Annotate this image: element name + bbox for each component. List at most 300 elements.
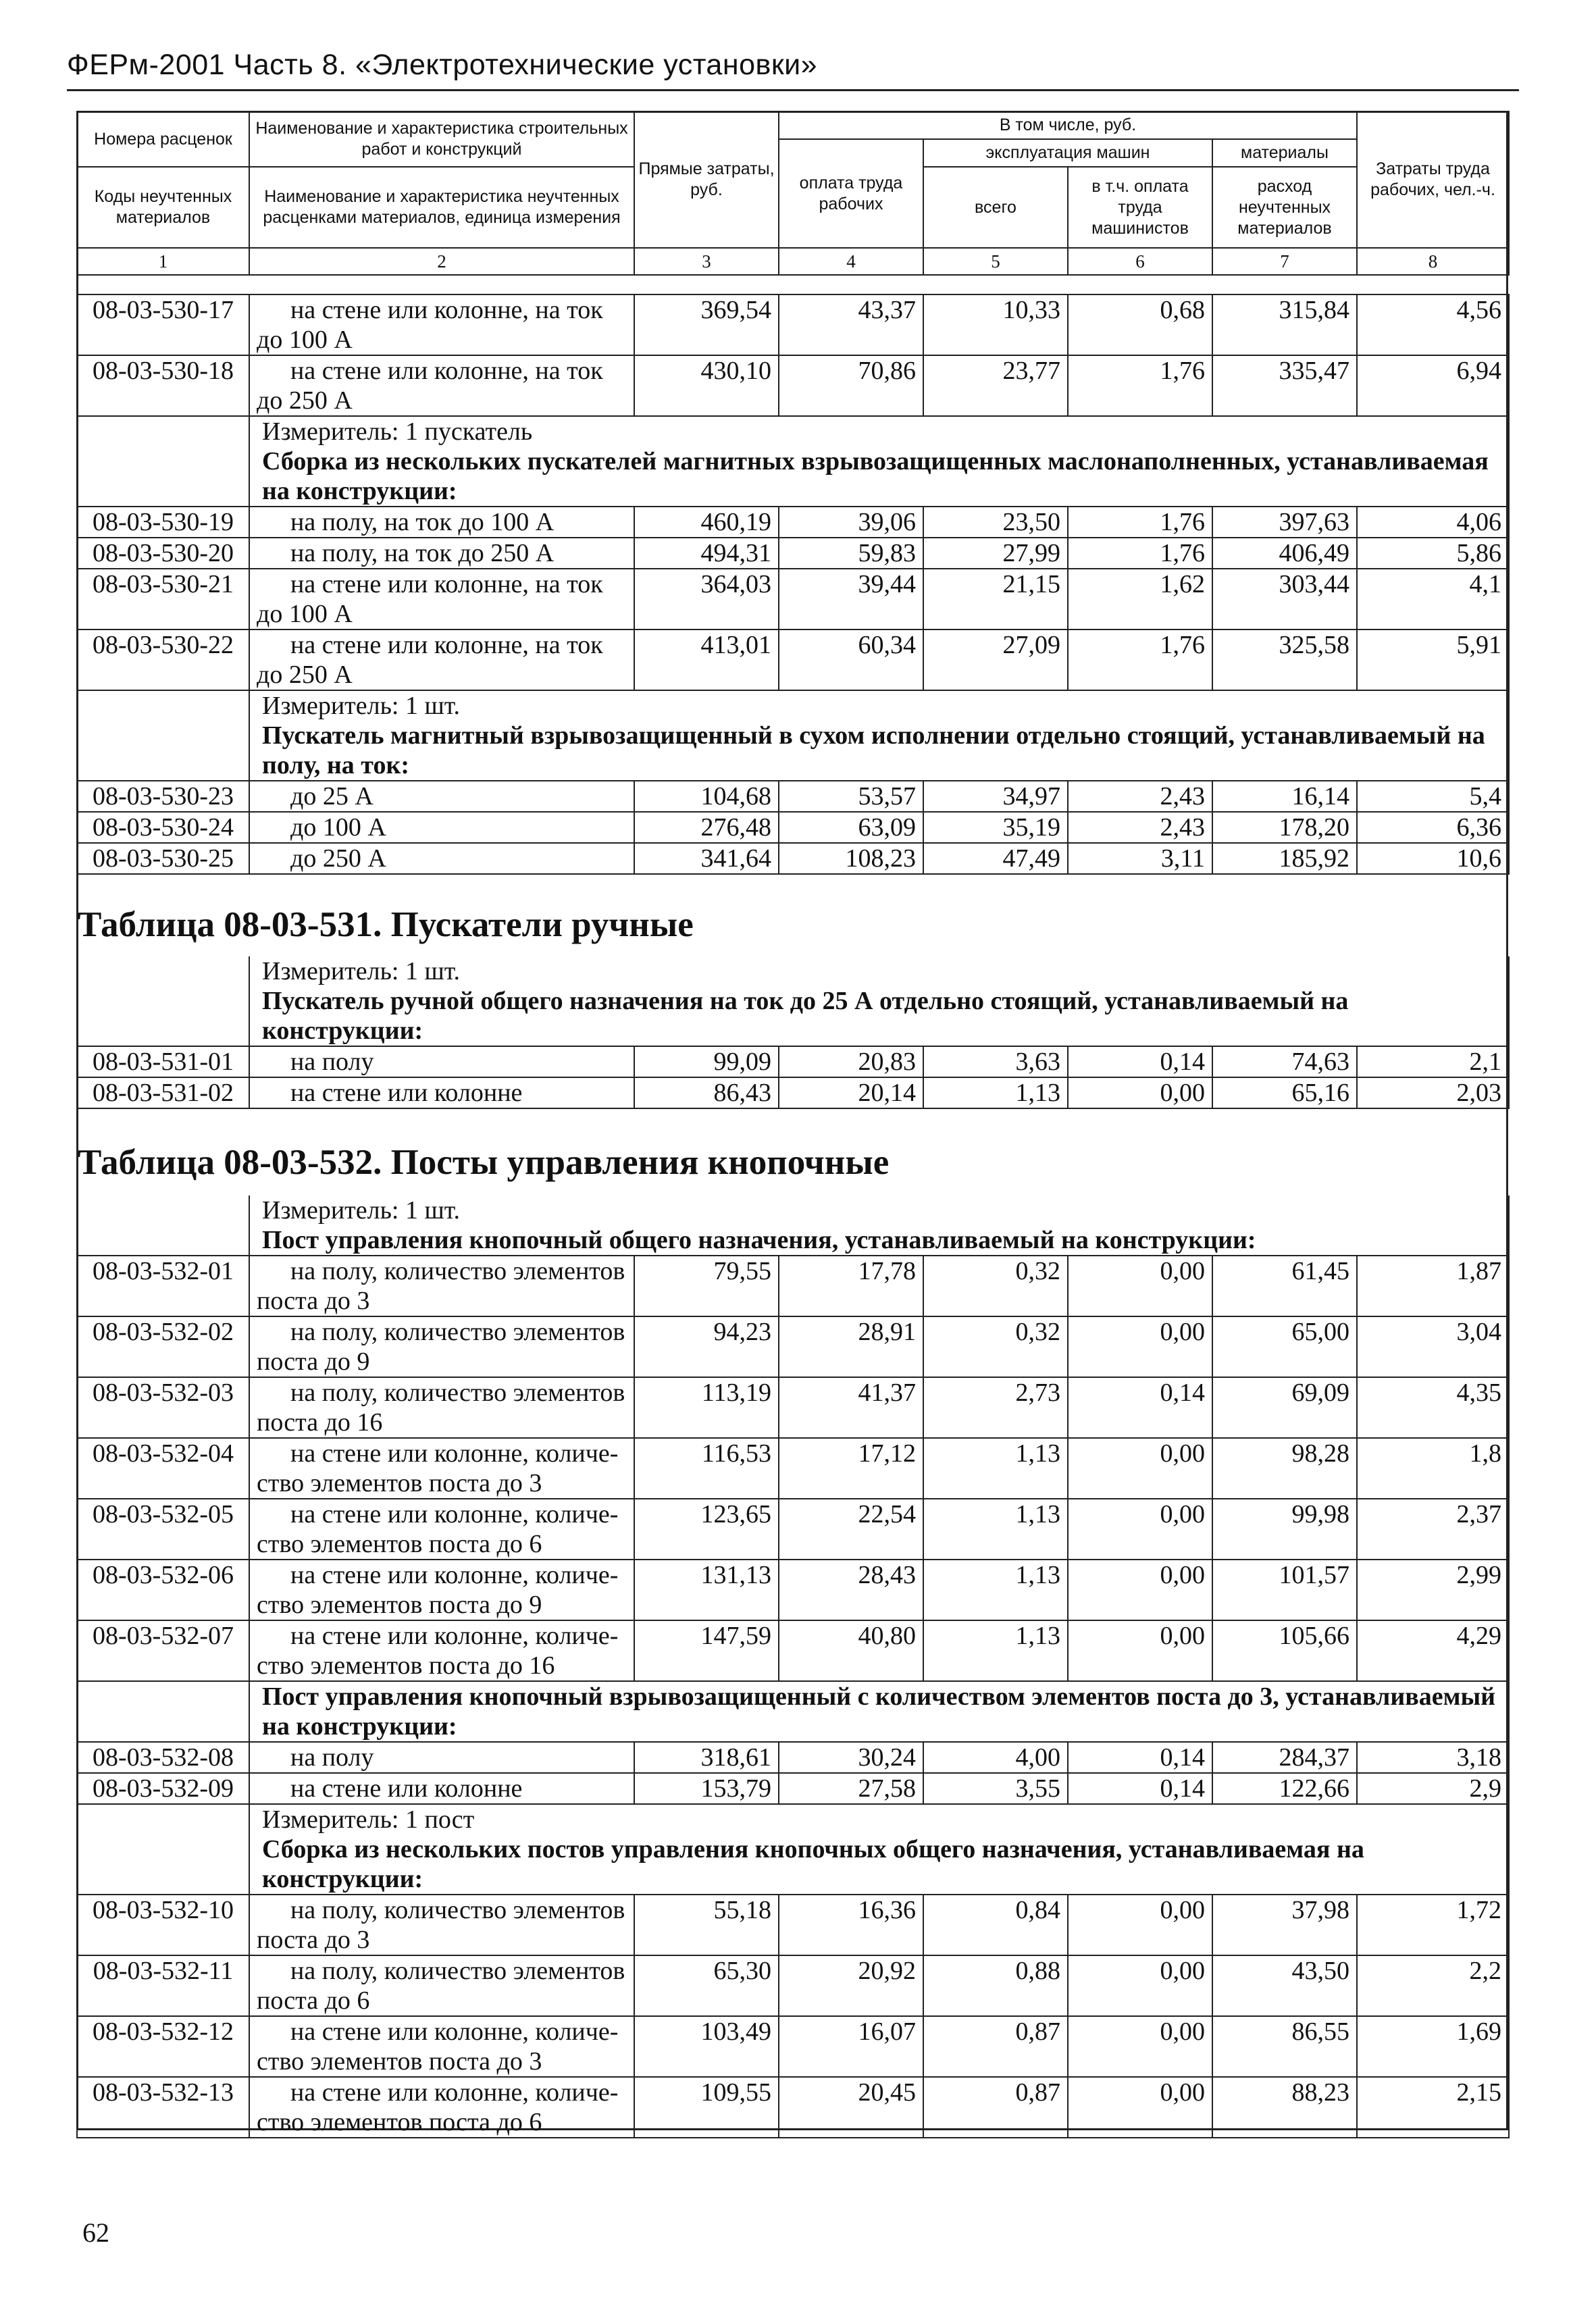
workers-pay-value: 30,24: [779, 1742, 923, 1773]
machines-total-value: 2,73: [923, 1377, 1068, 1438]
machinists-pay-value: 0,00: [1068, 1620, 1212, 1681]
rate-description: [249, 1316, 634, 1377]
machinists-pay-value: 0,68: [1068, 294, 1212, 355]
col-number: 7: [1212, 248, 1357, 275]
workers-pay-value: 39,44: [779, 569, 923, 629]
direct-costs-value: 123,65: [634, 1499, 779, 1560]
materials-consumption-value: 98,28: [1212, 1438, 1357, 1499]
description-line: ство элементов поста до 16: [257, 1651, 555, 1680]
materials-consumption-value: 74,63: [1212, 1046, 1357, 1077]
table-row: [77, 1895, 1509, 1955]
workers-pay-value: 17,78: [779, 1256, 923, 1316]
rate-description: [249, 2016, 634, 2077]
machinists-pay-value: 1,62: [1068, 569, 1212, 629]
table-row: [77, 1499, 1509, 1560]
description-line: до 100 А: [257, 600, 353, 628]
materials-consumption-value: 397,63: [1212, 507, 1357, 538]
machines-total-value: 23,77: [923, 355, 1068, 416]
description-line: до 25 А: [290, 782, 374, 811]
machinists-pay-value: 0,00: [1068, 1256, 1212, 1316]
rate-description: [249, 355, 634, 416]
table-531: [76, 956, 1510, 1109]
rate-code: 08-03-530-23: [77, 781, 249, 812]
table-row: [77, 1377, 1509, 1438]
rate-code: 08-03-530-21: [77, 569, 249, 629]
machines-total-value: 0,88: [923, 1955, 1068, 2016]
labor-costs-value: 5,91: [1357, 629, 1509, 690]
column-header-table: [76, 111, 1510, 276]
direct-costs-value: 104,68: [634, 781, 779, 812]
materials-consumption-value: 65,00: [1212, 1316, 1357, 1377]
machinists-pay-value: 1,76: [1068, 355, 1212, 416]
machines-total-value: 0,84: [923, 1895, 1068, 1955]
table-531-title: Таблица 08-03-531. Пускатели ручные: [78, 905, 694, 944]
group-label: Сборка из нескольких пускателей магнитных взрывозащищенных маслонаполненных, устанавливаемая на конструкции:: [249, 446, 1509, 507]
workers-pay-value: 108,23: [779, 843, 923, 874]
rate-code: 08-03-530-18: [77, 355, 249, 416]
materials-consumption-value: 69,09: [1212, 1377, 1357, 1438]
direct-costs-value: 413,01: [634, 629, 779, 690]
table-row: [77, 1046, 1509, 1077]
description-line: ство элементов поста до 9: [257, 1591, 542, 1619]
table-row: [77, 1077, 1509, 1108]
rate-code: 08-03-531-01: [77, 1046, 249, 1077]
rate-code: 08-03-532-13: [77, 2077, 249, 2138]
labor-costs-value: 4,56: [1357, 294, 1509, 355]
rate-code: 08-03-530-19: [77, 507, 249, 538]
description-line: на стене или колонне: [290, 1079, 523, 1107]
group-label: Пост управления кнопочный общего назначения, устанавливаемый на конструкции:: [249, 1225, 1509, 1256]
workers-pay-value: 17,12: [779, 1438, 923, 1499]
rate-description: [249, 1077, 634, 1108]
header-work-name: Наименование и характеристика строительных работ и конструкций: [249, 111, 634, 167]
labor-costs-value: 10,6: [1357, 843, 1509, 874]
machinists-pay-value: 0,14: [1068, 1773, 1212, 1804]
workers-pay-value: 41,37: [779, 1377, 923, 1438]
rate-description: [249, 1742, 634, 1773]
description-line: на полу, количество элементов: [290, 1896, 625, 1924]
machines-total-value: 27,09: [923, 629, 1068, 690]
header-material-names: Наименование и характеристика неучтенных расценками материалов, единица измерения: [249, 167, 634, 248]
machinists-pay-value: 0,00: [1068, 1438, 1212, 1499]
rate-code: 08-03-530-24: [77, 812, 249, 843]
rate-code: 08-03-532-03: [77, 1377, 249, 1438]
labor-costs-value: 2,03: [1357, 1077, 1509, 1108]
col-number: 5: [923, 248, 1068, 275]
labor-costs-value: 4,1: [1357, 569, 1509, 629]
header-machinists-pay: в т.ч. оплата труда машинистов: [1068, 167, 1212, 248]
description-line: на стене или колонне, на ток: [290, 357, 603, 385]
measure-label: Измеритель: 1 пост: [249, 1804, 1509, 1834]
description-line: на полу: [290, 1048, 374, 1076]
header-machines-total: всего: [923, 167, 1068, 248]
workers-pay-value: 60,34: [779, 629, 923, 690]
materials-consumption-value: 335,47: [1212, 355, 1357, 416]
materials-consumption-value: 61,45: [1212, 1256, 1357, 1316]
machinists-pay-value: 0,00: [1068, 1499, 1212, 1560]
workers-pay-value: 39,06: [779, 507, 923, 538]
machinists-pay-value: 0,00: [1068, 1316, 1212, 1377]
col-number: 6: [1068, 248, 1212, 275]
table-row: [77, 507, 1509, 538]
header-including: В том числе, руб.: [779, 111, 1357, 139]
machines-total-value: 0,32: [923, 1316, 1068, 1377]
measure-label: Измеритель: 1 пускатель: [249, 416, 1509, 446]
direct-costs-value: 65,30: [634, 1955, 779, 2016]
rate-code: 08-03-532-12: [77, 2016, 249, 2077]
direct-costs-value: 109,55: [634, 2077, 779, 2138]
machinists-pay-value: 0,00: [1068, 1955, 1212, 2016]
machinists-pay-value: 0,00: [1068, 1077, 1212, 1108]
workers-pay-value: 28,43: [779, 1560, 923, 1620]
machines-total-value: 4,00: [923, 1742, 1068, 1773]
labor-costs-value: 3,04: [1357, 1316, 1509, 1377]
machines-total-value: 1,13: [923, 1620, 1068, 1681]
machines-total-value: 35,19: [923, 812, 1068, 843]
machinists-pay-value: 0,00: [1068, 2016, 1212, 2077]
rate-code: 08-03-530-20: [77, 538, 249, 569]
table-row: [77, 1438, 1509, 1499]
measure-row: [77, 1804, 1509, 1834]
col-number: 3: [634, 248, 779, 275]
labor-costs-value: 2,9: [1357, 1773, 1509, 1804]
machinists-pay-value: 1,76: [1068, 538, 1212, 569]
machinists-pay-value: 2,43: [1068, 812, 1212, 843]
machinists-pay-value: 0,00: [1068, 2077, 1212, 2138]
description-line: на полу, количество элементов: [290, 1318, 625, 1346]
rate-code: 08-03-530-22: [77, 629, 249, 690]
machines-total-value: 23,50: [923, 507, 1068, 538]
header-rate-numbers: Номера расценок: [77, 111, 249, 167]
measure-row: [77, 416, 1509, 446]
table-row: [77, 355, 1509, 416]
description-line: на стене или колонне, количе-: [290, 2078, 619, 2107]
rate-description: [249, 538, 634, 569]
labor-costs-value: 4,35: [1357, 1377, 1509, 1438]
rate-description: [249, 507, 634, 538]
machines-total-value: 34,97: [923, 781, 1068, 812]
machines-total-value: 0,87: [923, 2077, 1068, 2138]
workers-pay-value: 63,09: [779, 812, 923, 843]
description-line: на полу, на ток до 100 А: [290, 508, 555, 536]
measure-row: [77, 690, 1509, 721]
rate-code: 08-03-532-07: [77, 1620, 249, 1681]
description-line: на полу, количество элементов: [290, 1379, 625, 1407]
description-line: ство элементов поста до 3: [257, 2047, 542, 2076]
description-line: на стене или колонне, на ток: [290, 631, 603, 659]
description-line: на стене или колонне, количе-: [290, 1561, 619, 1589]
measure-label: Измеритель: 1 шт.: [249, 956, 1509, 986]
table-row: [77, 843, 1509, 874]
page-header: ФЕРм-2001 Часть 8. «Электротехнические установки»: [67, 41, 1519, 91]
table-532-title: Таблица 08-03-532. Посты управления кнопочные: [78, 1143, 890, 1182]
header-materials: материалы: [1212, 139, 1357, 167]
description-line: до 250 А: [257, 386, 353, 415]
labor-costs-value: 2,1: [1357, 1046, 1509, 1077]
materials-consumption-value: 406,49: [1212, 538, 1357, 569]
labor-costs-value: 2,15: [1357, 2077, 1509, 2138]
table-row: [77, 1316, 1509, 1377]
direct-costs-value: 103,49: [634, 2016, 779, 2077]
page-number: 62: [82, 2217, 109, 2248]
machines-total-value: 1,13: [923, 1077, 1068, 1108]
group-label: Пускатель ручной общего назначения на ток до 25 А отдельно стоящий, устанавливаемый на конструкции:: [249, 986, 1509, 1046]
materials-consumption-value: 315,84: [1212, 294, 1357, 355]
description-line: до 100 А: [257, 326, 353, 354]
workers-pay-value: 20,14: [779, 1077, 923, 1108]
description-line: ство элементов поста до 6: [257, 1530, 542, 1558]
machinists-pay-value: 3,11: [1068, 843, 1212, 874]
group-row: [77, 986, 1509, 1046]
measure-label: Измеритель: 1 шт.: [249, 690, 1509, 721]
description-line: поста до 9: [257, 1347, 370, 1376]
machines-total-value: 0,87: [923, 2016, 1068, 2077]
machines-total-value: 3,63: [923, 1046, 1068, 1077]
rate-description: [249, 1438, 634, 1499]
labor-costs-value: 4,06: [1357, 507, 1509, 538]
measure-row: [77, 1195, 1509, 1225]
materials-consumption-value: 303,44: [1212, 569, 1357, 629]
labor-costs-value: 4,29: [1357, 1620, 1509, 1681]
direct-costs-value: 341,64: [634, 843, 779, 874]
description-line: на стене или колонне, количе-: [290, 1439, 619, 1468]
col-number: 8: [1357, 248, 1509, 275]
direct-costs-value: 131,13: [634, 1560, 779, 1620]
table-row: [77, 812, 1509, 843]
workers-pay-value: 16,07: [779, 2016, 923, 2077]
direct-costs-value: 494,31: [634, 538, 779, 569]
materials-consumption-value: 178,20: [1212, 812, 1357, 843]
table-row: [77, 1742, 1509, 1773]
table-row: [77, 629, 1509, 690]
workers-pay-value: 59,83: [779, 538, 923, 569]
machines-total-value: 21,15: [923, 569, 1068, 629]
machines-total-value: 47,49: [923, 843, 1068, 874]
table-row: [77, 538, 1509, 569]
workers-pay-value: 40,80: [779, 1620, 923, 1681]
labor-costs-value: 3,18: [1357, 1742, 1509, 1773]
header-workers-pay: оплата труда рабочих: [779, 139, 923, 248]
machines-total-value: 3,55: [923, 1773, 1068, 1804]
description-line: на стене или колонне, количе-: [290, 2017, 619, 2046]
description-line: на полу, на ток до 250 А: [290, 539, 555, 567]
rate-description: [249, 569, 634, 629]
labor-costs-value: 1,72: [1357, 1895, 1509, 1955]
materials-consumption-value: 105,66: [1212, 1620, 1357, 1681]
machines-total-value: 1,13: [923, 1438, 1068, 1499]
rate-code: 08-03-532-11: [77, 1955, 249, 2016]
header-material-consumption: расход неучтенных материалов: [1212, 167, 1357, 248]
materials-consumption-value: 99,98: [1212, 1499, 1357, 1560]
materials-consumption-value: 86,55: [1212, 2016, 1357, 2077]
machines-total-value: 1,13: [923, 1560, 1068, 1620]
description-line: до 250 А: [290, 844, 386, 873]
machinists-pay-value: 0,00: [1068, 1560, 1212, 1620]
table-row: [77, 294, 1509, 355]
description-line: на стене или колонне, на ток: [290, 296, 603, 324]
workers-pay-value: 20,92: [779, 1955, 923, 2016]
direct-costs-value: 369,54: [634, 294, 779, 355]
materials-consumption-value: 101,57: [1212, 1560, 1357, 1620]
labor-costs-value: 1,87: [1357, 1256, 1509, 1316]
rate-code: 08-03-532-04: [77, 1438, 249, 1499]
group-label: Пускатель магнитный взрывозащищенный в сухом исполнении отдельно стоящий, устанавливаемый на полу, на ток:: [249, 721, 1509, 781]
machinists-pay-value: 0,14: [1068, 1377, 1212, 1438]
machinists-pay-value: 0,14: [1068, 1742, 1212, 1773]
measure-label: Измеритель: 1 шт.: [249, 1195, 1509, 1225]
direct-costs-value: 113,19: [634, 1377, 779, 1438]
direct-costs-value: 99,09: [634, 1046, 779, 1077]
rate-description: [249, 1377, 634, 1438]
description-line: поста до 16: [257, 1408, 383, 1437]
machinists-pay-value: 0,00: [1068, 1895, 1212, 1955]
table-row: [77, 781, 1509, 812]
materials-consumption-value: 284,37: [1212, 1742, 1357, 1773]
header-labor-costs: Затраты труда рабочих, чел.-ч.: [1357, 111, 1509, 248]
labor-costs-value: 2,37: [1357, 1499, 1509, 1560]
group-row: [77, 446, 1509, 507]
workers-pay-value: 22,54: [779, 1499, 923, 1560]
rate-description: [249, 812, 634, 843]
materials-consumption-value: 325,58: [1212, 629, 1357, 690]
rate-description: [249, 1560, 634, 1620]
direct-costs-value: 116,53: [634, 1438, 779, 1499]
materials-consumption-value: 16,14: [1212, 781, 1357, 812]
rate-code: 08-03-532-10: [77, 1895, 249, 1955]
description-line: на стене или колонне, количе-: [290, 1622, 619, 1650]
direct-costs-value: 86,43: [634, 1077, 779, 1108]
rate-description: [249, 1256, 634, 1316]
measure-row: [77, 956, 1509, 986]
description-line: ство элементов поста до 3: [257, 1469, 542, 1497]
materials-consumption-value: 43,50: [1212, 1955, 1357, 2016]
materials-consumption-value: 185,92: [1212, 843, 1357, 874]
description-line: до 250 А: [257, 661, 353, 689]
header-material-codes: Коды неучтенных материалов: [77, 167, 249, 248]
materials-consumption-value: 65,16: [1212, 1077, 1357, 1108]
labor-costs-value: 6,36: [1357, 812, 1509, 843]
materials-consumption-value: 122,66: [1212, 1773, 1357, 1804]
description-line: ство элементов поста до 6: [257, 2108, 542, 2136]
rate-code: 08-03-532-05: [77, 1499, 249, 1560]
materials-consumption-value: 88,23: [1212, 2077, 1357, 2138]
table-row: [77, 1773, 1509, 1804]
workers-pay-value: 28,91: [779, 1316, 923, 1377]
rate-description: [249, 1895, 634, 1955]
col-number: 4: [779, 248, 923, 275]
rate-code: 08-03-532-08: [77, 1742, 249, 1773]
workers-pay-value: 20,83: [779, 1046, 923, 1077]
description-line: поста до 3: [257, 1287, 370, 1315]
rate-description: [249, 1773, 634, 1804]
rate-description: [249, 781, 634, 812]
workers-pay-value: 53,57: [779, 781, 923, 812]
description-line: на полу, количество элементов: [290, 1257, 625, 1285]
workers-pay-value: 16,36: [779, 1895, 923, 1955]
description-line: на стене или колонне, на ток: [290, 570, 603, 598]
description-line: на полу, количество элементов: [290, 1957, 625, 1985]
direct-costs-value: 55,18: [634, 1895, 779, 1955]
direct-costs-value: 147,59: [634, 1620, 779, 1681]
table-row: [77, 1620, 1509, 1681]
machines-total-value: 0,32: [923, 1256, 1068, 1316]
machinists-pay-value: 1,76: [1068, 629, 1212, 690]
direct-costs-value: 430,10: [634, 355, 779, 416]
rate-description: [249, 629, 634, 690]
rate-description: [249, 1955, 634, 2016]
labor-costs-value: 6,94: [1357, 355, 1509, 416]
direct-costs-value: 318,61: [634, 1742, 779, 1773]
machinists-pay-value: 2,43: [1068, 781, 1212, 812]
direct-costs-value: 79,55: [634, 1256, 779, 1316]
rate-description: [249, 1046, 634, 1077]
table-row: [77, 2016, 1509, 2077]
table-row: [77, 2077, 1509, 2138]
col-number: 2: [249, 248, 634, 275]
labor-costs-value: 2,99: [1357, 1560, 1509, 1620]
table-532: [76, 1195, 1510, 2138]
table-row: [77, 569, 1509, 629]
rate-description: [249, 294, 634, 355]
workers-pay-value: 27,58: [779, 1773, 923, 1804]
workers-pay-value: 70,86: [779, 355, 923, 416]
header-machine-operation: эксплуатация машин: [923, 139, 1212, 167]
direct-costs-value: 364,03: [634, 569, 779, 629]
machines-total-value: 1,13: [923, 1499, 1068, 1560]
description-line: на полу: [290, 1743, 374, 1772]
rate-code: 08-03-532-09: [77, 1773, 249, 1804]
description-line: до 100 А: [290, 813, 386, 842]
rate-code: 08-03-530-17: [77, 294, 249, 355]
materials-consumption-value: 37,98: [1212, 1895, 1357, 1955]
machines-total-value: 27,99: [923, 538, 1068, 569]
machines-total-value: 10,33: [923, 294, 1068, 355]
rate-description: [249, 843, 634, 874]
rate-code: 08-03-532-06: [77, 1560, 249, 1620]
direct-costs-value: 276,48: [634, 812, 779, 843]
rate-description: [249, 1499, 634, 1560]
description-line: на стене или колонне: [290, 1774, 523, 1803]
header-direct-costs: Прямые затраты, руб.: [634, 111, 779, 248]
machinists-pay-value: 1,76: [1068, 507, 1212, 538]
labor-costs-value: 2,2: [1357, 1955, 1509, 2016]
rate-code: 08-03-532-01: [77, 1256, 249, 1316]
rate-code: 08-03-530-25: [77, 843, 249, 874]
table-row: [77, 1560, 1509, 1620]
rate-description: [249, 2077, 634, 2138]
table-530: [76, 294, 1510, 875]
machinists-pay-value: 0,14: [1068, 1046, 1212, 1077]
workers-pay-value: 43,37: [779, 294, 923, 355]
direct-costs-value: 460,19: [634, 507, 779, 538]
group-row: [77, 721, 1509, 781]
group-row: [77, 1225, 1509, 1256]
rate-description: [249, 1620, 634, 1681]
description-line: на стене или колонне, количе-: [290, 1500, 619, 1528]
direct-costs-value: 94,23: [634, 1316, 779, 1377]
group-row: [77, 1681, 1509, 1742]
description-line: поста до 6: [257, 1986, 370, 2015]
group-label: Сборка из нескольких постов управления кнопочных общего назначения, устанавливаемая на конструкции:: [249, 1834, 1509, 1895]
group-row: [77, 1834, 1509, 1895]
rate-code: 08-03-531-02: [77, 1077, 249, 1108]
labor-costs-value: 5,86: [1357, 538, 1509, 569]
table-row: [77, 1955, 1509, 2016]
rate-code: 08-03-532-02: [77, 1316, 249, 1377]
labor-costs-value: 1,69: [1357, 2016, 1509, 2077]
col-number: 1: [77, 248, 249, 275]
labor-costs-value: 5,4: [1357, 781, 1509, 812]
